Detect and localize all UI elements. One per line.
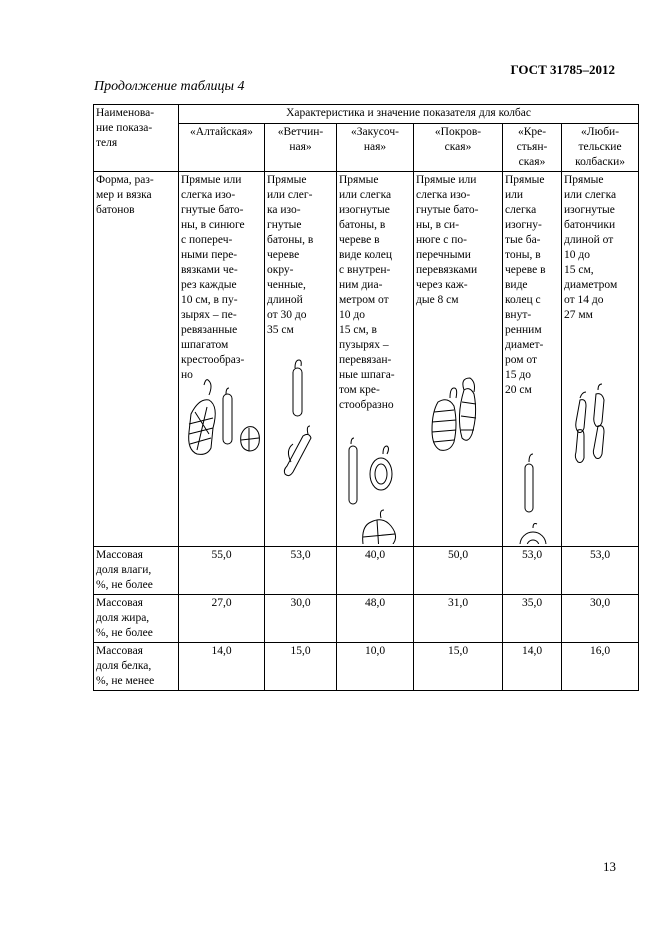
value-cell: 27,0 (179, 595, 265, 643)
krestyanskaya-sausage-icon (503, 172, 562, 544)
row-label-moisture: Массовая доля влаги, %, не более (94, 547, 179, 595)
value-cell: 50,0 (414, 547, 503, 595)
col-header-altai: «Алтайская» (179, 124, 265, 172)
shape-cell-altai: Прямые или слегка изо- гнутые бато- ны, в синюге с попереч- ными пере- вязками че- рез каждые 10 см, в пу- зырях – пе- ревязанные шпагатом крестообраз- но (179, 172, 265, 547)
table-row (94, 643, 639, 691)
zakusochnaya-sausage-icon (337, 172, 414, 544)
shape-cell-zakusochnaya: Прямые или слегка изогнутые батоны, в череве в виде колец с внутрен- ним диа- метром от 10 до 15 см, в пузырях – перевязан- ные шпага- том кре- стообразно (337, 172, 414, 547)
value-cell: 30,0 (562, 595, 639, 643)
value-cell: 10,0 (337, 643, 414, 691)
value-cell: 35,0 (503, 595, 562, 643)
standard-code: ГОСТ 31785–2012 (510, 62, 615, 77)
row-label-fat: Массовая доля жира, %, не более (94, 595, 179, 643)
col-header-zakusochnaya: «Закусоч- ная» (337, 124, 414, 172)
col-header-lyubitelskie: «Люби- тельские колбаски» (562, 124, 639, 172)
shape-cell-pokrovskaya: Прямые или слегка изо- гнутые бато- ны, в си- нюге с по- перечными перевязками через каж- дые 8 см (414, 172, 503, 547)
row-label-protein: Массовая доля белка, %, не менее (94, 643, 179, 691)
value-cell: 14,0 (503, 643, 562, 691)
shape-cell-vetchinnaya: Прямые или слег- ка изо- гнутые батоны, в череве окру- ченные, длиной от 30 до 35 см (265, 172, 337, 547)
properties-table (93, 104, 639, 691)
col-header-krestyanskaya: «Кре- стьян- ская» (503, 124, 562, 172)
value-cell: 15,0 (414, 643, 503, 691)
value-cell: 53,0 (503, 547, 562, 595)
pokrovskaya-sausage-icon (414, 172, 503, 544)
value-cell: 48,0 (337, 595, 414, 643)
group-header: Характеристика и значение показателя для колбас (179, 105, 639, 124)
value-cell: 15,0 (265, 643, 337, 691)
value-cell: 40,0 (337, 547, 414, 595)
value-cell: 31,0 (414, 595, 503, 643)
shape-row (94, 172, 639, 547)
value-cell: 53,0 (562, 547, 639, 595)
altai-sausage-icon (179, 172, 265, 544)
shape-cell-lyubitelskie: Прямые или слегка изогнутые батончики длиной от 10 до 15 см, диаметром от 14 до 27 мм (562, 172, 639, 547)
indicator-name-header: Наименова- ние показа- теля (94, 105, 179, 172)
shape-cell-krestyanskaya: Прямые или слегка изогну- тые ба- тоны, в череве в виде колец с внут- ренним диамет- ром от 15 до 20 см (503, 172, 562, 547)
page-number: 13 (603, 859, 616, 874)
value-cell: 14,0 (179, 643, 265, 691)
lyubitelskie-sausage-icon (562, 172, 639, 544)
value-cell: 30,0 (265, 595, 337, 643)
vetchinnaya-sausage-icon (265, 172, 337, 544)
table-row (94, 595, 639, 643)
shape-row-label: Форма, раз- мер и вязка батонов (94, 172, 179, 547)
value-cell: 55,0 (179, 547, 265, 595)
table-caption: Продолжение таблицы 4 (94, 79, 245, 94)
value-cell: 53,0 (265, 547, 337, 595)
table-row (94, 547, 639, 595)
col-header-pokrovskaya: «Покров- ская» (414, 124, 503, 172)
value-cell: 16,0 (562, 643, 639, 691)
col-header-vetchinnaya: «Ветчин- ная» (265, 124, 337, 172)
